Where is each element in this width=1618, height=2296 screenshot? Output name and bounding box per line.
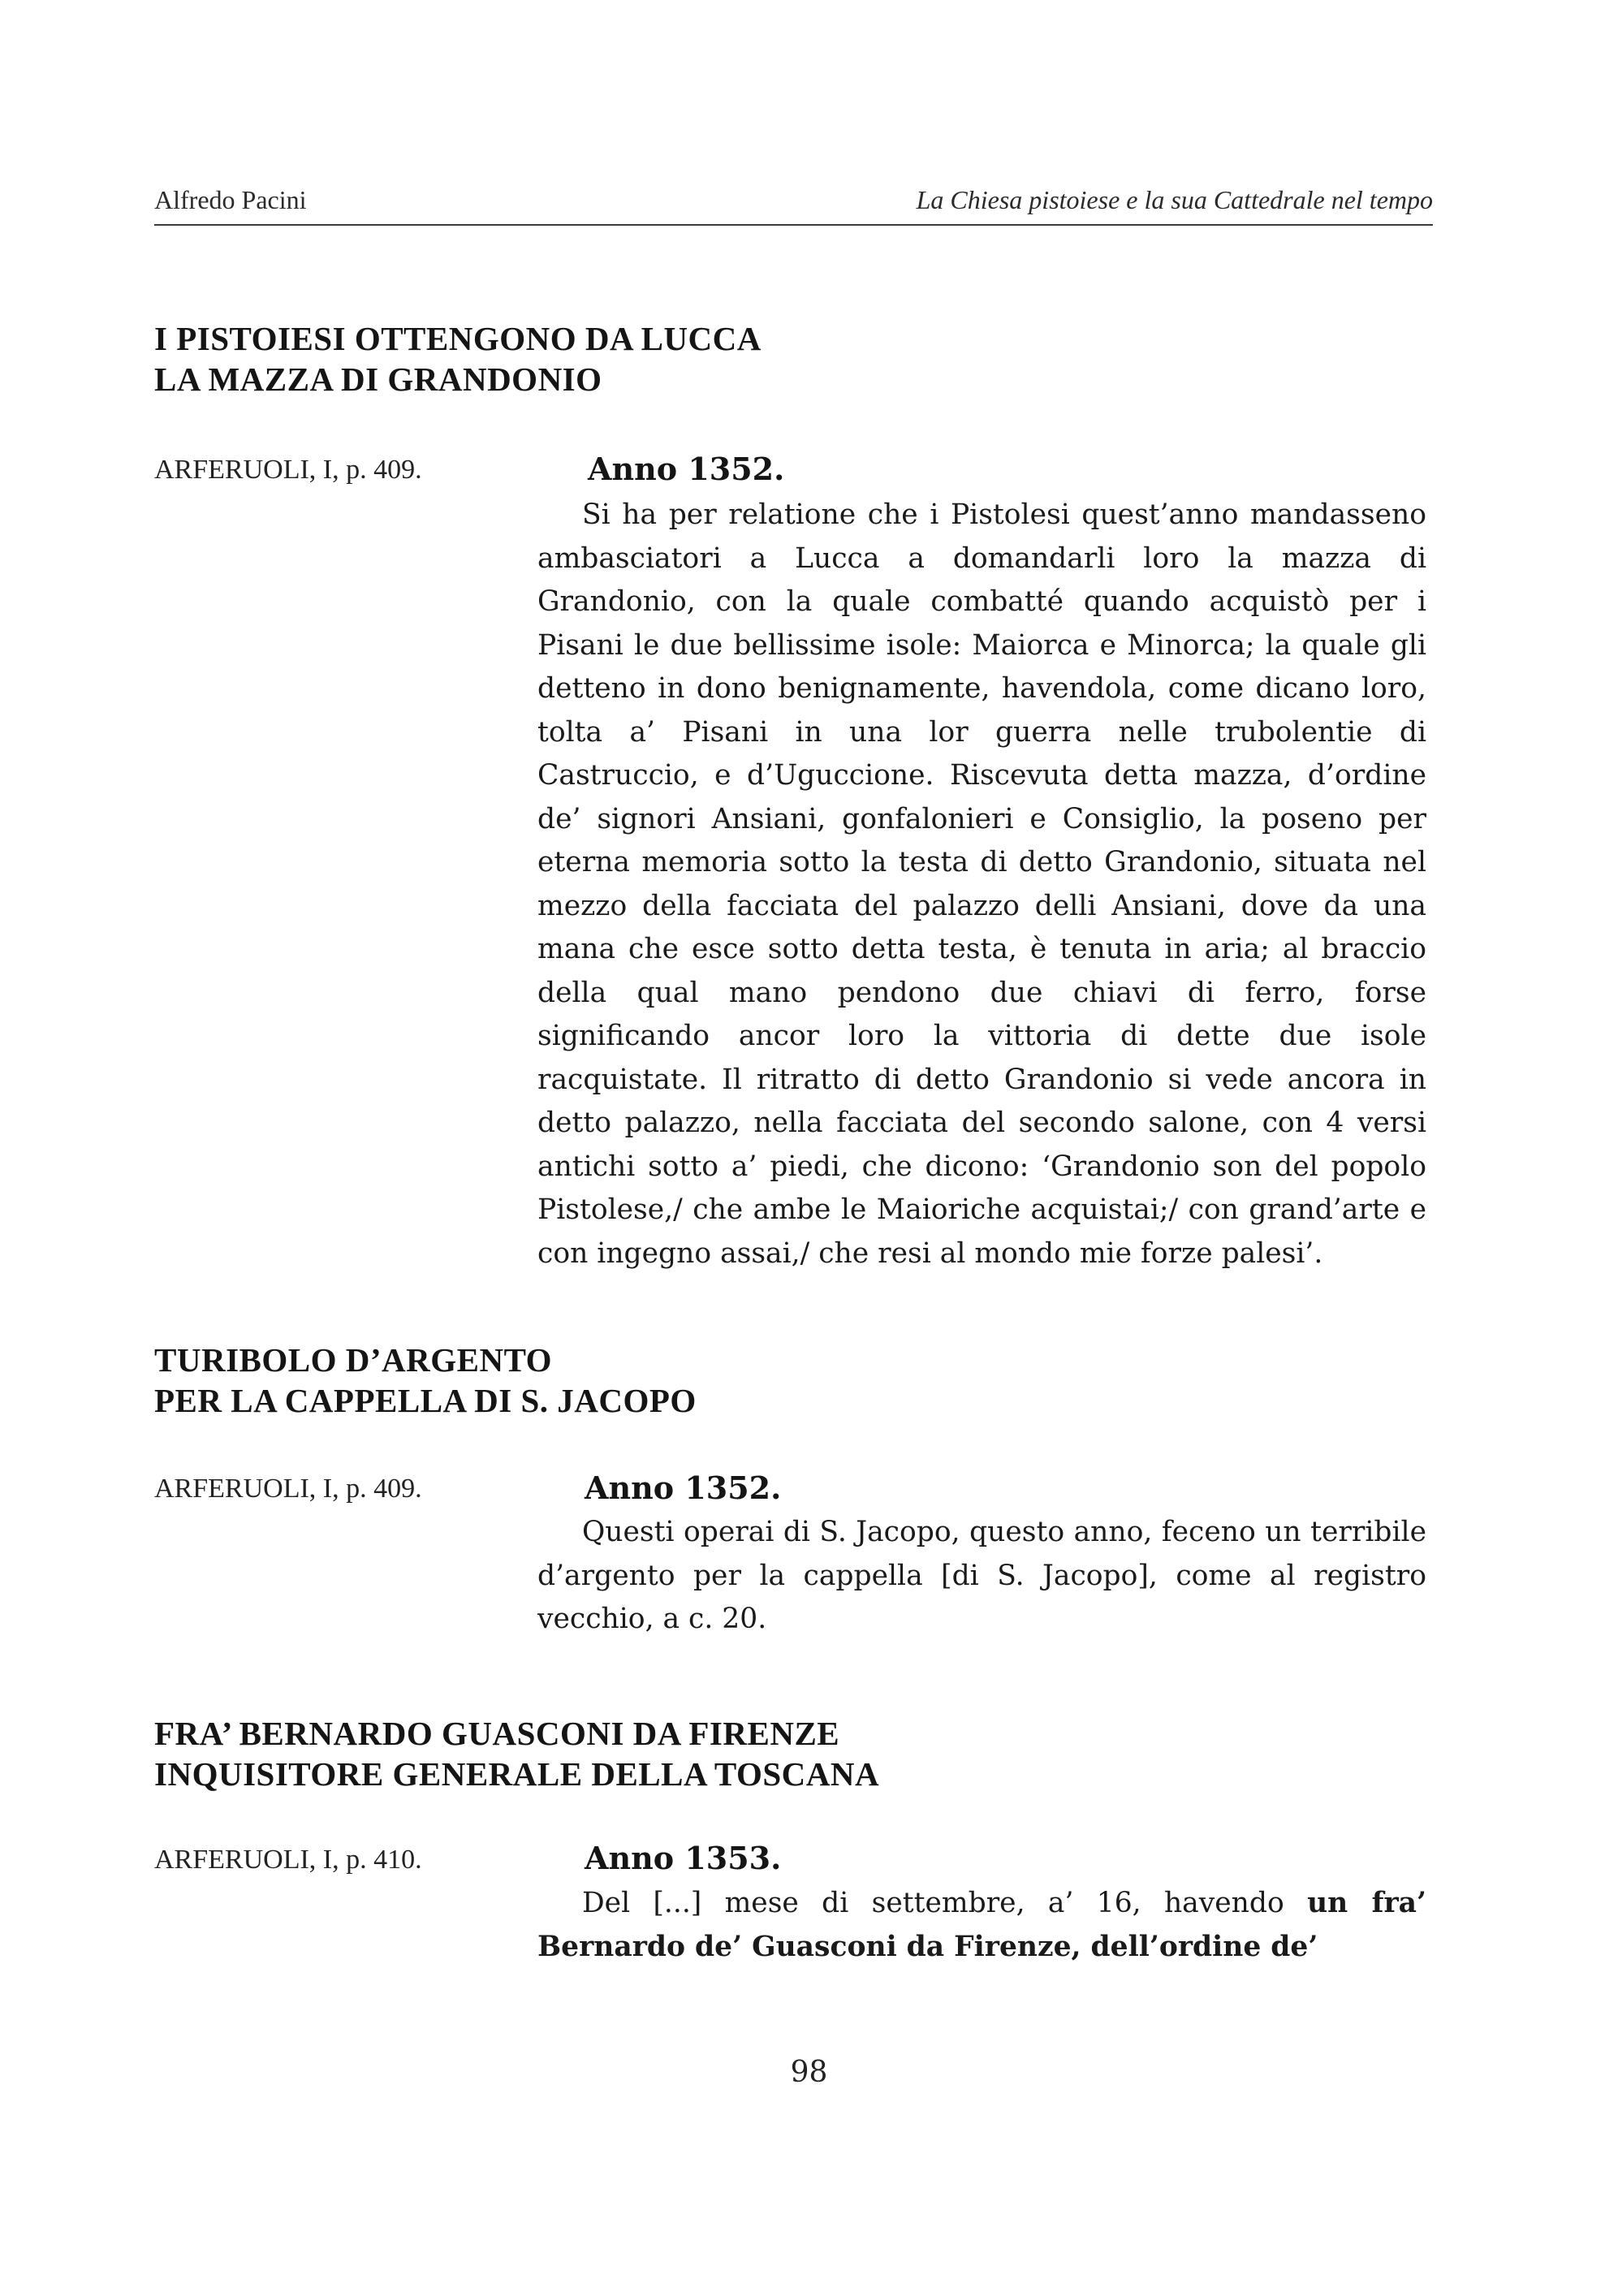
section-3-body [537, 1882, 1426, 1969]
section-2-title-line-1: TURIBOLO D’ARGENTO [154, 1341, 553, 1379]
section-3-title-line-1: FRA’ BERNARDO GUASCONI DA FIRENZE [154, 1715, 840, 1752]
section-3-year: Anno 1353. [585, 1840, 782, 1876]
section-1-title [154, 318, 762, 399]
section-3-source: ARFERUOLI, I, p. 410. [154, 1845, 422, 1875]
section-1-source: ARFERUOLI, I, p. 409. [154, 455, 422, 485]
page-number: 98 [790, 2056, 828, 2089]
section-2-title-line-2: PER LA CAPPELLA DI S. JACOPO [154, 1382, 697, 1419]
section-1-body: Si ha per relatione che i Pistolesi quest’anno mandasseno ambasciatori a Lucca a domandarli loro la mazza di Grandonio, con la quale combatté quando acquistò per i Pisani le due bellissime isole: Maiorca e Minorca; la quale gli detteno in dono benignamente, havendola, come dicano loro, tolta a’ Pisani in una lor guerra nelle trubolentie di Castruccio, e d’Uguccione. Riscevuta detta mazza, d’ordine de’ signori Ansiani, gonfalonieri e Consiglio, la poseno per eterna memoria sotto la testa di detto Grandonio, situata nel mezzo della facciata del palazzo delli Ansiani, dove da una mana che esce sotto detta testa, è tenuta in aria; al braccio della qual mano pendono due chiavi di ferro, forse significando ancor loro la vittoria di dette due isole racquistate. Il ritratto di detto Grandonio si vede ancora in detto palazzo, nella facciata del secondo salone, con 4 versi antichi sotto a’ piedi, che dicono: ‘Grandonio son del popolo Pistolese,/ che ambe le Maioriche acquistai;/ con grand’arte e con ingegno assai,/ che resi al mondo mie forze palesi’. [537, 498, 1426, 1270]
running-header [154, 185, 1433, 226]
section-2-year: Anno 1352. [585, 1470, 782, 1506]
section-2-source: ARFERUOLI, I, p. 409. [154, 1474, 422, 1504]
section-3-title [154, 1713, 879, 1794]
section-1-title-line-2: LA MAZZA DI GRANDONIO [154, 360, 602, 398]
section-2-title [154, 1340, 697, 1421]
header-author: Alfredo Pacini [154, 185, 307, 214]
section-3-title-line-2: INQUISITORE GENERALE DELLA TOSCANA [154, 1755, 880, 1793]
section-2-body: Questi operai di S. Jacopo, questo anno, feceno un terribile d’argento per la cappella [di S. Jacopo], come al registro vecchio, a c. 20. [537, 1516, 1426, 1635]
section-3-body-bold: un fra’ Bernardo de’ Guasconi da Firenze, dell’ordine de’ [537, 1887, 1427, 1963]
section-3-body-plain: Del [...] mese di settembre, a’ 16, havendo [582, 1887, 1308, 1919]
header-book-title: La Chiesa pistoiese e la sua Cattedrale nel tempo [916, 185, 1433, 214]
section-1-year: Anno 1352. [588, 451, 785, 487]
section-1-title-line-1: I PISTOIESI OTTENGONO DA LUCCA [154, 320, 762, 357]
